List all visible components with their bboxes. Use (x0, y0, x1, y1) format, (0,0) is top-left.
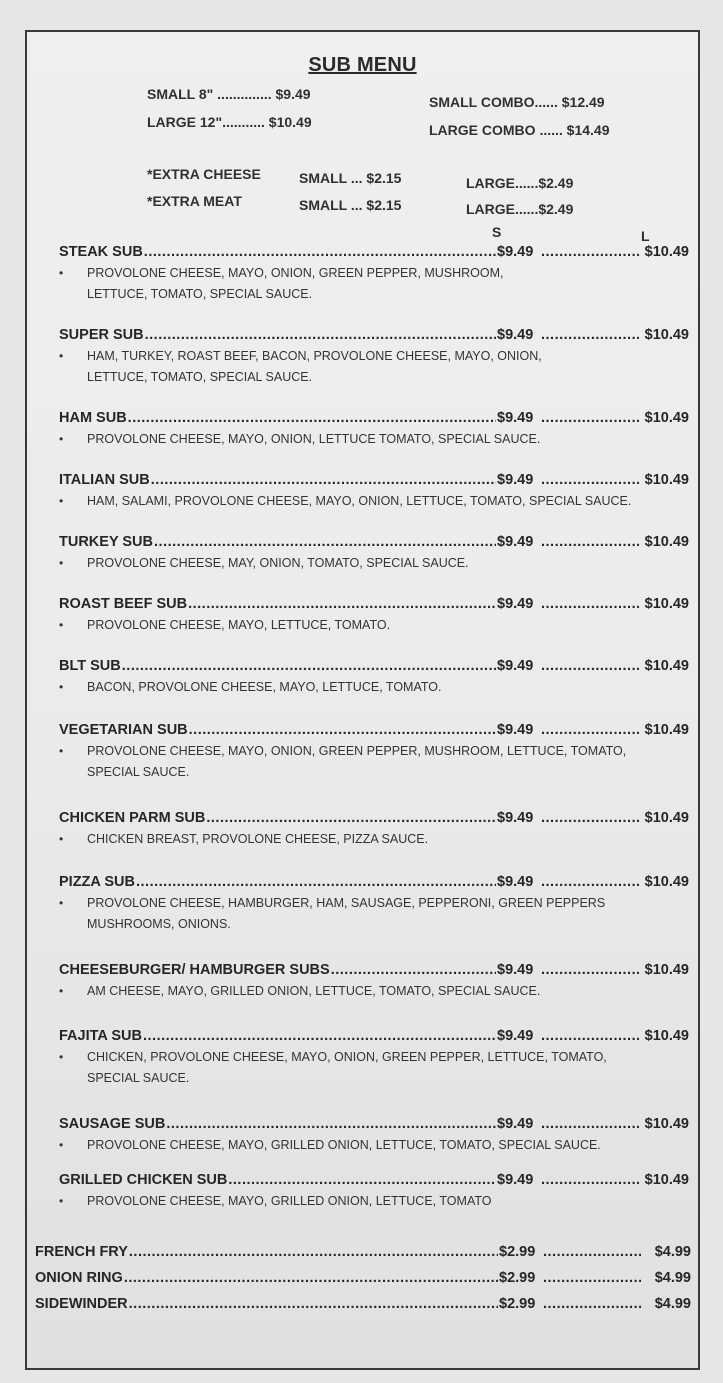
sub-item-italian (59, 472, 689, 512)
item-description: PROVOLONE CHEESE, HAMBURGER, HAM, SAUSAGE, PEPPERONI, GREEN PEPPERS (87, 896, 606, 910)
item-name: TURKEY SUB (59, 534, 153, 550)
bullet-icon: • (59, 494, 64, 508)
item-description: LETTUCE, TOMATO, SPECIAL SAUCE. (87, 370, 313, 384)
bullet-icon: • (59, 266, 64, 280)
bullet-icon: • (59, 618, 64, 632)
item-description: LETTUCE, TOMATO, SPECIAL SAUCE. (87, 287, 313, 301)
combo-large-price: $14.49 (566, 122, 610, 138)
leader-dots (543, 1270, 641, 1286)
price-large: $4.99 (654, 1296, 691, 1312)
sub-item-sausage (59, 1116, 689, 1156)
bullet-icon: • (59, 432, 64, 446)
price-small: $2.99 (499, 1244, 536, 1260)
leader-dots (331, 962, 496, 978)
price-large: $10.49 (644, 810, 689, 826)
item-name: ITALIAN SUB (59, 472, 150, 488)
size-small-price: $9.49 (275, 86, 311, 102)
price-small: $2.99 (499, 1296, 536, 1312)
price-small: $9.49 (497, 327, 534, 343)
leader-dots (154, 534, 496, 550)
item-description: PROVOLONE CHEESE, MAYO, ONION, LETTUCE TOMATO, SPECIAL SAUCE. (87, 432, 541, 446)
combo-large-label: LARGE COMBO ...... (429, 122, 563, 138)
leader-dots (541, 658, 639, 674)
leader-dots (129, 1244, 498, 1260)
leader-dots (541, 596, 639, 612)
item-description: PROVOLONE CHEESE, MAYO, GRILLED ONION, LETTUCE, TOMATO (87, 1194, 492, 1208)
price-small: $9.49 (497, 658, 534, 674)
item-description: HAM, TURKEY, ROAST BEEF, BACON, PROVOLONE CHEESE, MAYO, ONION, (87, 349, 542, 363)
extra-meat-small: SMALL ... $2.15 (299, 197, 402, 213)
extra-cheese-small: SMALL ... $2.15 (299, 170, 402, 186)
price-large: $10.49 (644, 410, 689, 426)
leader-dots (188, 596, 496, 612)
column-header-small: S (492, 224, 502, 240)
combo-small (429, 94, 605, 110)
leader-dots (543, 1244, 641, 1260)
bullet-icon: • (59, 984, 64, 998)
size-large (147, 114, 312, 130)
sub-item-turkey (59, 534, 689, 574)
bullet-icon: • (59, 680, 64, 694)
leader-dots (206, 810, 496, 826)
leader-dots (151, 472, 496, 488)
price-large: $4.99 (654, 1244, 691, 1260)
price-large: $10.49 (644, 596, 689, 612)
size-large-label: LARGE 12"........... (147, 114, 265, 130)
item-description: MUSHROOMS, ONIONS. (87, 917, 231, 931)
item-description: PROVOLONE CHEESE, MAYO, ONION, GREEN PEPPER, MUSHROOM, (87, 266, 504, 280)
sub-item-chicken-parm (59, 810, 689, 850)
sub-item-grilled-chicken (59, 1172, 689, 1212)
extra-meat-label: *EXTRA MEAT (147, 193, 242, 209)
price-large: $10.49 (644, 874, 689, 890)
item-name: SAUSAGE SUB (59, 1116, 166, 1132)
sub-item-blt (59, 658, 689, 698)
sub-item-ham (59, 410, 689, 450)
price-small: $2.99 (499, 1270, 536, 1286)
price-large: $10.49 (644, 722, 689, 738)
item-description: PROVOLONE CHEESE, MAYO, ONION, GREEN PEPPER, MUSHROOM, LETTUCE, TOMATO, (87, 744, 627, 758)
bullet-icon: • (59, 896, 64, 910)
bullet-icon: • (59, 1194, 64, 1208)
price-large: $10.49 (644, 1172, 689, 1188)
price-small: $9.49 (497, 534, 534, 550)
leader-dots (541, 534, 639, 550)
leader-dots (129, 1296, 498, 1312)
leader-dots (228, 1172, 496, 1188)
item-name: ROAST BEEF SUB (59, 596, 188, 612)
item-description: BACON, PROVOLONE CHEESE, MAYO, LETTUCE, TOMATO. (87, 680, 442, 694)
bullet-icon: • (59, 832, 64, 846)
item-name: CHICKEN PARM SUB (59, 810, 206, 826)
bullet-icon: • (59, 349, 64, 363)
combo-small-label: SMALL COMBO...... (429, 94, 558, 110)
leader-dots (143, 1028, 496, 1044)
leader-dots (541, 244, 639, 260)
item-description: HAM, SALAMI, PROVOLONE CHEESE, MAYO, ONION, LETTUCE, TOMATO, SPECIAL SAUCE. (87, 494, 632, 508)
sub-item-steak (59, 244, 689, 305)
price-small: $9.49 (497, 1116, 534, 1132)
price-large: $10.49 (644, 534, 689, 550)
bullet-icon: • (59, 744, 64, 758)
price-large: $10.49 (644, 962, 689, 978)
item-description: PROVOLONE CHEESE, MAYO, LETTUCE, TOMATO. (87, 618, 391, 632)
leader-dots (541, 874, 639, 890)
leader-dots (541, 722, 639, 738)
leader-dots (541, 810, 639, 826)
sub-item-roast-beef (59, 596, 689, 636)
item-name: GRILLED CHICKEN SUB (59, 1172, 228, 1188)
price-large: $10.49 (644, 658, 689, 674)
extra-cheese-label: *EXTRA CHEESE (147, 166, 261, 182)
menu-sheet (25, 30, 700, 1370)
side-item-sidewinder (35, 1296, 691, 1312)
item-name: VEGETARIAN SUB (59, 722, 188, 738)
extra-cheese-large: LARGE......$2.49 (466, 175, 574, 191)
bullet-icon: • (59, 1050, 64, 1064)
leader-dots (541, 327, 639, 343)
price-small: $9.49 (497, 410, 534, 426)
price-small: $9.49 (497, 1172, 534, 1188)
price-large: $10.49 (644, 244, 689, 260)
price-large: $10.49 (644, 1028, 689, 1044)
size-large-price: $10.49 (268, 114, 312, 130)
leader-dots (541, 410, 639, 426)
price-small: $9.49 (497, 722, 534, 738)
menu-title: SUB MENU (308, 54, 417, 76)
price-large: $4.99 (654, 1270, 691, 1286)
leader-dots (541, 1028, 639, 1044)
item-name: SUPER SUB (59, 327, 144, 343)
leader-dots (144, 244, 496, 260)
bullet-icon: • (59, 1138, 64, 1152)
leader-dots (543, 1296, 641, 1312)
item-name: FAJITA SUB (59, 1028, 142, 1044)
leader-dots (541, 1172, 639, 1188)
item-description: PROVOLONE CHEESE, MAYO, GRILLED ONION, LETTUCE, TOMATO, SPECIAL SAUCE. (87, 1138, 601, 1152)
leader-dots (122, 658, 496, 674)
size-small (147, 86, 311, 102)
price-large: $10.49 (644, 472, 689, 488)
price-small: $9.49 (497, 810, 534, 826)
item-name: CHEESEBURGER/ HAMBURGER SUBS (59, 962, 330, 978)
price-large: $10.49 (644, 1116, 689, 1132)
leader-dots (128, 410, 496, 426)
item-description: AM CHEESE, MAYO, GRILLED ONION, LETTUCE, TOMATO, SPECIAL SAUCE. (87, 984, 541, 998)
combo-small-price: $12.49 (561, 94, 605, 110)
extra-meat-large: LARGE......$2.49 (466, 201, 574, 217)
leader-dots (136, 874, 496, 890)
item-description: PROVOLONE CHEESE, MAY, ONION, TOMATO, SPECIAL SAUCE. (87, 556, 469, 570)
item-name: HAM SUB (59, 410, 127, 426)
side-item-onion-ring (35, 1270, 691, 1286)
sub-item-pizza (59, 874, 689, 935)
item-name: PIZZA SUB (59, 874, 135, 890)
leader-dots (541, 962, 639, 978)
item-name: STEAK SUB (59, 244, 143, 260)
sub-item-fajita (59, 1028, 689, 1089)
sub-item-vegetarian (59, 722, 689, 783)
item-name: BLT SUB (59, 658, 121, 674)
column-header-large: L (641, 228, 650, 244)
leader-dots (541, 472, 639, 488)
item-description: SPECIAL SAUCE. (87, 1071, 190, 1085)
sub-item-super (59, 327, 689, 388)
item-name: ONION RING (35, 1270, 123, 1286)
price-small: $9.49 (497, 1028, 534, 1044)
price-small: $9.49 (497, 596, 534, 612)
price-small: $9.49 (497, 472, 534, 488)
leader-dots (124, 1270, 498, 1286)
item-description: SPECIAL SAUCE. (87, 765, 190, 779)
price-small: $9.49 (497, 244, 534, 260)
side-item-french-fry (35, 1244, 691, 1260)
leader-dots (189, 722, 496, 738)
leader-dots (166, 1116, 496, 1132)
item-name: SIDEWINDER (35, 1296, 128, 1312)
leader-dots (145, 327, 496, 343)
leader-dots (541, 1116, 639, 1132)
item-name: FRENCH FRY (35, 1244, 128, 1260)
size-small-label: SMALL 8" .............. (147, 86, 272, 102)
item-description: CHICKEN, PROVOLONE CHEESE, MAYO, ONION, GREEN PEPPER, LETTUCE, TOMATO, (87, 1050, 607, 1064)
price-large: $10.49 (644, 327, 689, 343)
price-small: $9.49 (497, 962, 534, 978)
bullet-icon: • (59, 556, 64, 570)
price-small: $9.49 (497, 874, 534, 890)
sub-item-cheeseburger (59, 962, 689, 1002)
item-description: CHICKEN BREAST, PROVOLONE CHEESE, PIZZA SAUCE. (87, 832, 429, 846)
combo-large (429, 122, 610, 138)
